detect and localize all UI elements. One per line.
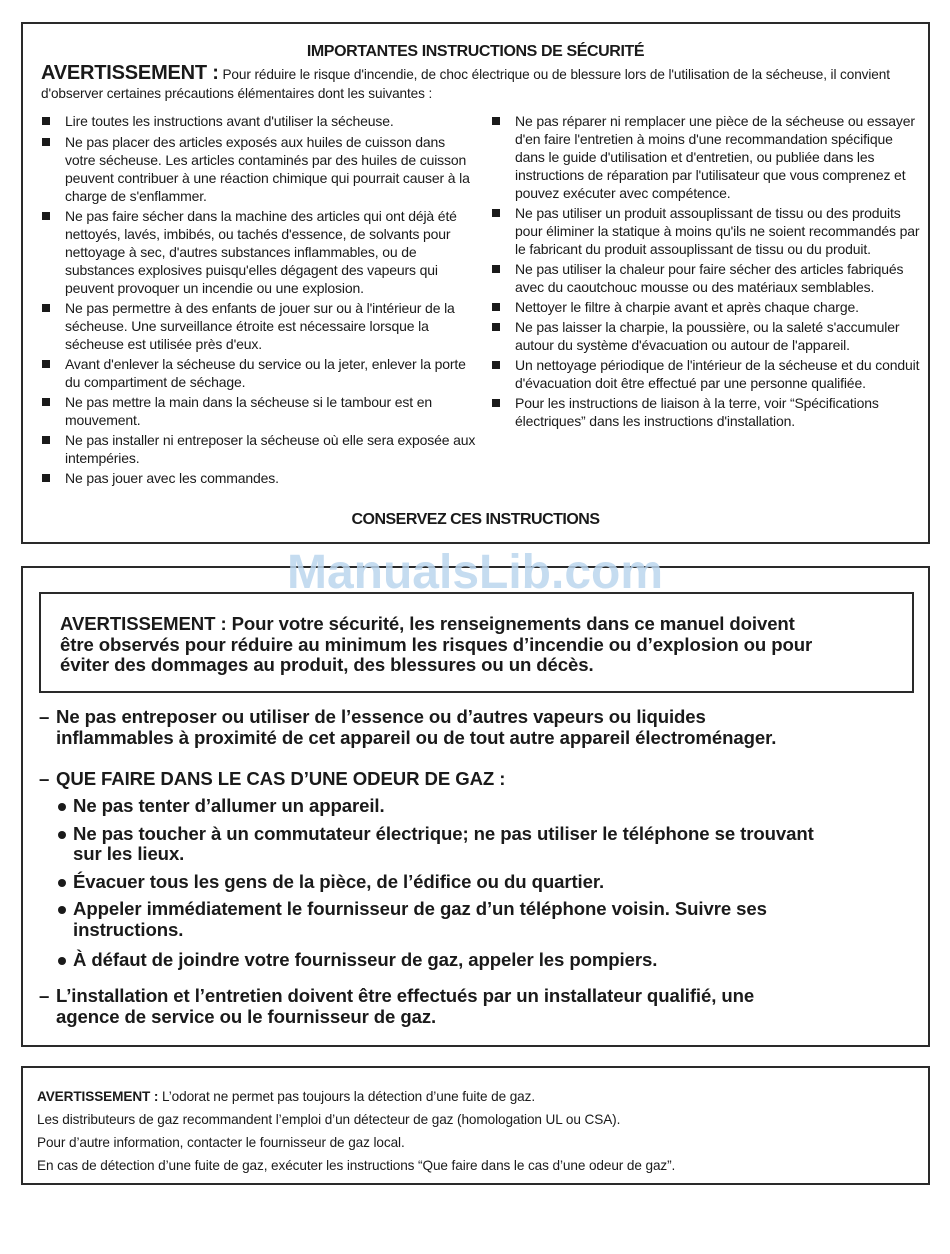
list-item: Pour les instructions de liaison à la terre, voir “Spécifications électriques” dans les instructions d'installation. (491, 394, 923, 430)
square-bullet-icon (42, 474, 50, 482)
gas-warning-box (21, 566, 930, 1047)
list-item: Ne pas jouer avec les commandes. (41, 469, 479, 487)
dash-marker: – (39, 768, 50, 789)
square-bullet-icon (42, 117, 50, 125)
safety-intro (41, 64, 901, 103)
safety-warning-panel (39, 592, 914, 693)
list-item: Ne pas utiliser un produit assouplissant de tissu ou des produits pour éliminer la statique à moins qu'ils ne soient recommandés par le fabricant du produit assouplissant de tissu ou du produit. (491, 204, 923, 258)
square-bullet-icon (42, 212, 50, 220)
install-line: L’installation et l’entretien doivent être effectués par un installateur qualifié, une (56, 985, 755, 1006)
installation-warning (39, 986, 909, 1027)
list-item: Ne pas tenter d’allumer un appareil. (55, 796, 905, 817)
bullet-dot-icon (58, 831, 66, 839)
bullet-dot-icon (58, 906, 66, 914)
detector-line: Les distributeurs de gaz recommandent l’emploi d’un détecteur de gaz (homologation UL ou CSA). (37, 1112, 621, 1127)
storage-warning (39, 707, 909, 748)
detector-line: Pour d’autre information, contacter le fournisseur de gaz local. (37, 1135, 405, 1150)
list-item: Ne pas faire sécher dans la machine des articles qui ont déjà été nettoyés, lavés, imbibés, ou tachés d'essence, de solvants pour nettoyage à sec, d'autres substances inflammables, ou de substances explosives puisqu'elles dégagent des vapeurs qui peuvent provoquer un incendie ou une explosion. (41, 207, 479, 297)
intro-warning-lead: AVERTISSEMENT : (41, 62, 219, 84)
list-item: Ne pas laisser la charpie, la poussière, ou la saleté s'accumuler autour du système d'évacuation ou autour de l'appareil. (491, 318, 923, 354)
bullet-dot-icon (58, 803, 66, 811)
gas-odor-steps (55, 796, 905, 971)
safety-instructions-box (21, 22, 930, 544)
detector-warning-lead: AVERTISSEMENT : (37, 1089, 159, 1104)
list-item: Évacuer tous les gens de la pièce, de l’édifice ou du quartier. (55, 872, 905, 893)
square-bullet-icon (492, 265, 500, 273)
odor-heading-text: QUE FAIRE DANS LE CAS D’UNE ODEUR DE GAZ : (56, 768, 506, 789)
warning-line: AVERTISSEMENT : Pour votre sécurité, les renseignements dans ce manuel doivent (60, 613, 795, 634)
dash-marker: – (39, 706, 50, 727)
square-bullet-icon (492, 303, 500, 311)
safety-title: IMPORTANTES INSTRUCTIONS DE SÉCURITÉ (306, 43, 645, 60)
safety-list-left (41, 112, 479, 487)
save-instructions-footer: CONSERVEZ CES INSTRUCTIONS (351, 511, 600, 528)
list-item: Ne pas réparer ni remplacer une pièce de la sécheuse ou essayer d'en faire l'entretien à moins d'une recommandation spécifique dans le guide d'utilisation et d'entretien, ou publiée dans les instructions de réparation par l'utilisateur que vous comprenez et pouvez exécuter avec compétence. (491, 112, 923, 202)
list-item: Un nettoyage périodique de l'intérieur de la sécheuse et du conduit d'évacuation doit être effectué par une personne qualifiée. (491, 356, 923, 392)
list-item: Ne pas permettre à des enfants de jouer sur ou à l'intérieur de la sécheuse. Une surveillance étroite est nécessaire lorsque la sécheuse est utilisée près d'eux. (41, 299, 479, 353)
square-bullet-icon (42, 398, 50, 406)
install-line: agence de service ou le fournisseur de gaz. (56, 1005, 437, 1027)
list-item: Nettoyer le filtre à charpie avant et après chaque charge. (491, 298, 923, 316)
list-item: Ne pas utiliser la chaleur pour faire sécher des articles fabriqués avec du caoutchouc mousse ou des matériaux semblables. (491, 260, 923, 296)
storage-line: Ne pas entreposer ou utiliser de l’essence ou d’autres vapeurs ou liquides (56, 706, 706, 727)
detector-line: En cas de détection d’une fuite de gaz, exécuter les instructions “Que faire dans le cas d’une odeur de gaz”. (37, 1158, 676, 1173)
square-bullet-icon (42, 138, 50, 146)
list-item: Ne pas installer ni entreposer la sécheuse où elle sera exposée aux intempéries. (41, 431, 479, 467)
dash-marker: – (39, 985, 50, 1006)
bullet-dot-icon (58, 879, 66, 887)
square-bullet-icon (42, 304, 50, 312)
safety-list-right (491, 112, 923, 430)
square-bullet-icon (492, 117, 500, 125)
list-item: Avant d'enlever la sécheuse du service ou la jeter, enlever la porte du compartiment de séchage. (41, 355, 479, 391)
gas-odor-heading (39, 769, 909, 790)
list-item: Ne pas toucher à un commutateur électrique; ne pas utiliser le téléphone se trouvant sur les lieux. (55, 824, 905, 865)
list-item: À défaut de joindre votre fournisseur de gaz, appeler les pompiers. (55, 950, 905, 971)
list-item: Appeler immédiatement le fournisseur de gaz d’un téléphone voisin. Suivre ses instructions. (55, 899, 905, 940)
list-item: Ne pas mettre la main dans la sécheuse si le tambour est en mouvement. (41, 393, 479, 429)
list-item: Ne pas placer des articles exposés aux huiles de cuisson dans votre sécheuse. Les articles contaminés par des huiles de cuisson peuvent contribuer à une réaction chimique qui pourrait causer à la charge de s'enflammer. (41, 133, 479, 205)
watermark: ManualsLib.com (286, 546, 664, 599)
square-bullet-icon (492, 323, 500, 331)
square-bullet-icon (42, 360, 50, 368)
square-bullet-icon (492, 209, 500, 217)
bullet-dot-icon (58, 957, 66, 965)
warning-line: éviter des dommages au produit, des blessures ou un décès. (60, 654, 594, 675)
detector-line: AVERTISSEMENT : L’odorat ne permet pas toujours la détection d’une fuite de gaz. (37, 1089, 536, 1104)
gas-detector-box (21, 1066, 930, 1185)
intro-text: Pour réduire le risque d'incendie, de choc électrique ou de blessure lors de l'utilisation de la sécheuse, il convient d'observer certaines précautions élémentaires dont les suivantes : (41, 67, 890, 101)
square-bullet-icon (492, 361, 500, 369)
square-bullet-icon (492, 399, 500, 407)
square-bullet-icon (42, 436, 50, 444)
list-item: Lire toutes les instructions avant d'utiliser la sécheuse. (41, 112, 479, 130)
storage-line: inflammables à proximité de cet appareil ou de tout autre appareil électroménager. (56, 726, 777, 748)
warning-line: être observés pour réduire au minimum les risques d’incendie ou d’explosion ou pour (60, 633, 813, 655)
